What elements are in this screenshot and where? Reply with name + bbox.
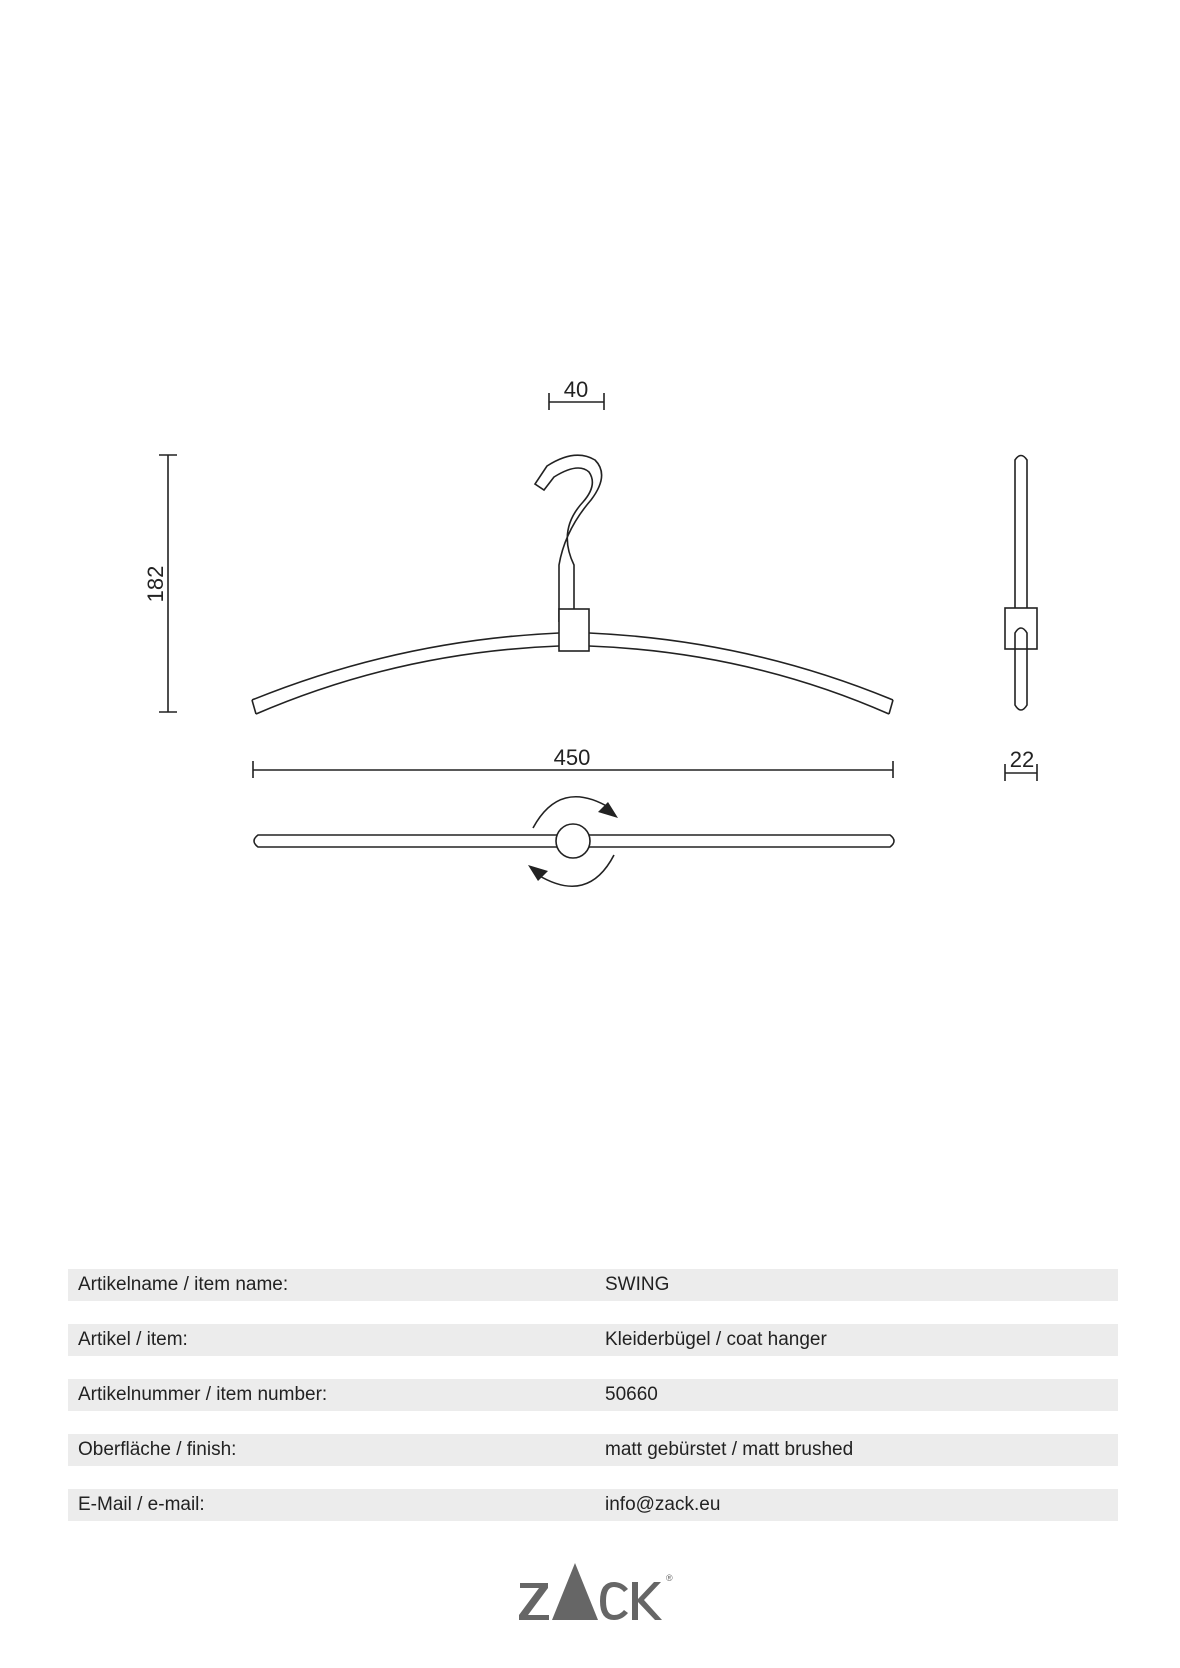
- dimension-width-label: 450: [553, 745, 591, 770]
- side-view: [1005, 456, 1037, 711]
- info-value: 50660: [605, 1384, 658, 1405]
- info-label: Artikelnummer / item number:: [78, 1384, 328, 1405]
- info-value: matt gebürstet / matt brushed: [605, 1439, 854, 1460]
- zack-logo: [518, 1555, 678, 1625]
- clamp-block: [559, 609, 589, 651]
- info-label: Oberfläche / finish:: [78, 1439, 237, 1460]
- top-view: [254, 797, 894, 887]
- hook: [535, 455, 602, 622]
- arrow-head-top: [598, 802, 618, 818]
- product-info-table: [68, 1269, 1118, 1544]
- info-row-item-name: [68, 1269, 1118, 1301]
- info-label: Artikel / item:: [78, 1329, 188, 1350]
- info-label: Artikelname / item name:: [78, 1274, 289, 1295]
- info-value: info@zack.eu: [605, 1494, 721, 1515]
- info-row-email: [68, 1489, 1118, 1521]
- info-value: SWING: [605, 1274, 670, 1295]
- info-row-finish: [68, 1434, 1118, 1466]
- info-label: E-Mail / e-mail:: [78, 1494, 205, 1515]
- dimension-depth-label: 22: [1009, 747, 1035, 772]
- info-row-item: [68, 1324, 1118, 1356]
- info-value: Kleiderbügel / coat hanger: [605, 1329, 827, 1350]
- rotate-arrow-bottom: [538, 855, 614, 886]
- registered-mark: ®: [666, 1573, 673, 1583]
- dimension-hook-width-label: 40: [563, 377, 589, 402]
- dimension-height-label: 182: [143, 565, 168, 603]
- info-row-item-number: [68, 1379, 1118, 1411]
